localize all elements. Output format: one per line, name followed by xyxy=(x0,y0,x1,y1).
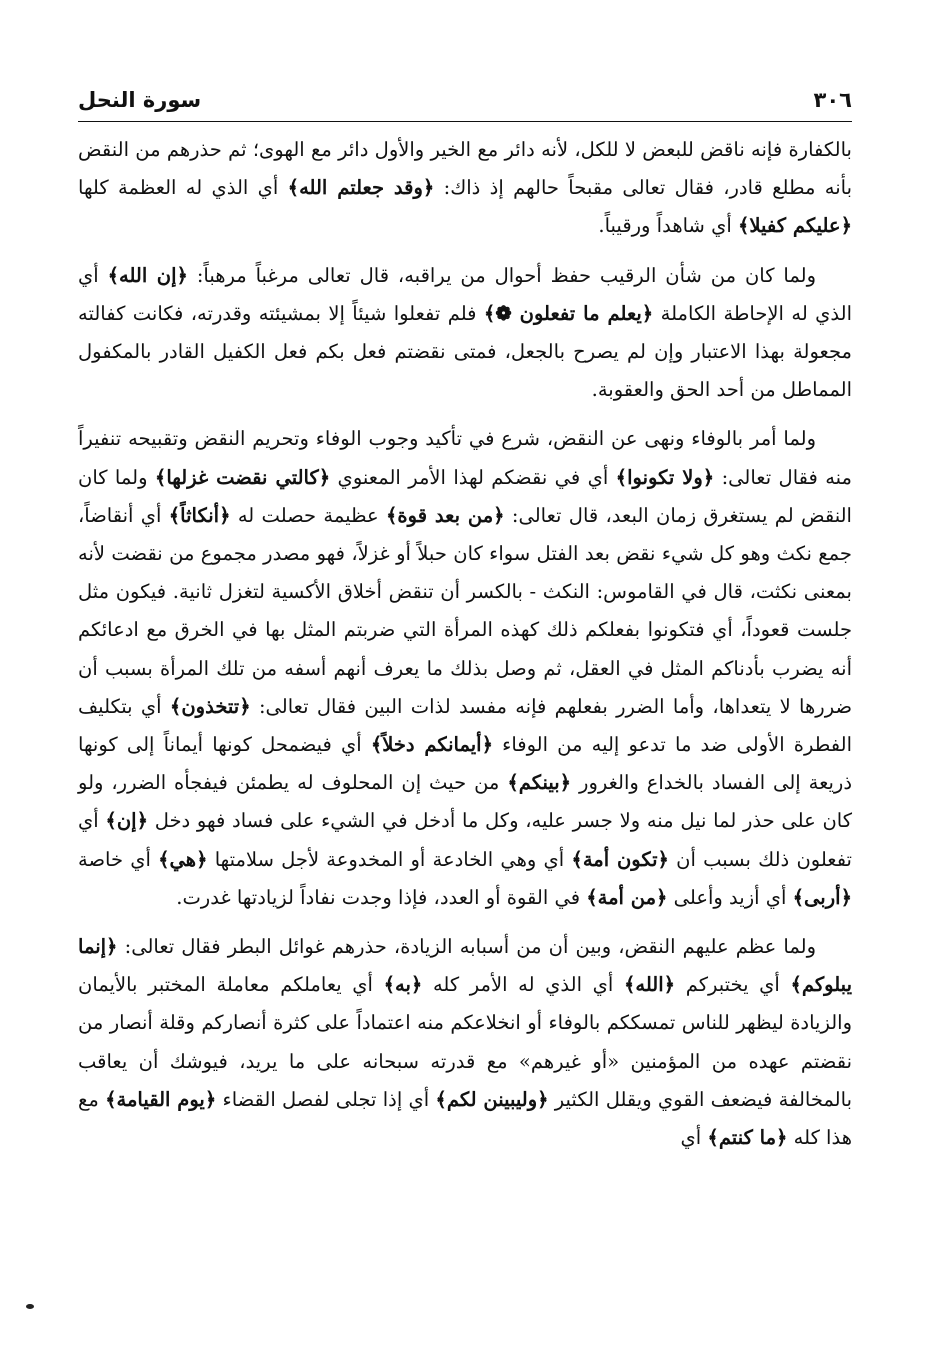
commentary-text: ولما كان النقض لم يستغرق زمان البعد، قال تعالى: xyxy=(78,465,852,527)
quran-quote: ﴿أربى﴾ xyxy=(792,885,852,909)
commentary-text: في القوة أو العدد، فإذا وجدت نفاداً لزيادتها غدرت. xyxy=(176,885,587,909)
quran-quote: ﴿عليكم كفيلا﴾ xyxy=(737,214,852,238)
paragraph xyxy=(78,257,852,410)
quran-quote: ﴿أنكاثاً﴾ xyxy=(168,503,231,527)
commentary-text: أي الذي له الأمر كله xyxy=(422,973,624,997)
page-number: ٣٠٦ xyxy=(813,88,852,112)
paragraph xyxy=(78,928,852,1157)
quran-quote: ﴿أيمانكم دخلاً﴾ xyxy=(370,733,494,757)
running-header xyxy=(78,88,852,112)
commentary-text: أي في نقضكم لهذا الأمر المعنوي xyxy=(330,465,616,489)
margin-dot-mark xyxy=(26,1304,34,1309)
quran-quote: ﴿كالتي نقضت غزلها﴾ xyxy=(154,465,331,489)
commentary-text: فلم تفعلوا شيئاً إلا بمشيئته وقدرته، فكانت كفالته مجعولة بهذا الاعتبار وإن لم يصرح بالجعل، فمتى نقضتم فعل بكم فعل الكفيل القادر بالمكفول المماطل من أحد الحق والعقوبة. xyxy=(78,301,852,402)
quran-quote: ﴿به﴾ xyxy=(383,973,423,997)
commentary-text: أي الذي له الإحاطة الكاملة xyxy=(78,263,853,325)
commentary-text: أي xyxy=(680,1126,708,1150)
body-text xyxy=(78,131,852,1157)
commentary-text: أي شاهداً ورقيباً. xyxy=(598,214,738,238)
commentary-text: أي إذا تجلى لفصل القضاء xyxy=(216,1087,436,1111)
commentary-text: أي يعاملكم معاملة المختبر بالأيمان والزيادة ليظهر للناس تمسككم بالوفاء أو انخلاعكم منه اعتماداً على كثرة أنصاركم وقلة أنصار من نقضتم عهده من المؤمنين «أو غيرهم» مع قدرته سبحانه على ما يريد، فيوشك أن يعاقب بالمخالفة فيضعف القوي ويقلل الكثير xyxy=(78,973,852,1111)
commentary-text: من حيث إن المحلوف له يطمئن فيفجأه الضرر، ولو كان على حذر لما نيل منه ولا جسر عليه، وكل ما أدخل في الشيء على فساد فهو دخل xyxy=(78,771,853,833)
quran-quote: ﴿وليبينن لكم﴾ xyxy=(435,1087,549,1111)
commentary-text: ولما أمر بالوفاء ونهى عن النقض، شرع في تأكيد وجوب الوفاء وتحريم النقض وتقبيحه تنفيراً منه فقال تعالى: xyxy=(78,427,852,489)
quran-quote: ﴿يوم القيامة﴾ xyxy=(105,1087,217,1111)
header-rule xyxy=(78,121,852,122)
commentary-text: ولما عظم عليهم النقض، وبين أن من أسبابه الزيادة، حذرهم غوائل البطر فقال تعالى: xyxy=(117,935,816,959)
quran-quote: ﴿تتخذون﴾ xyxy=(169,694,251,718)
quran-quote: ﴿هي﴾ xyxy=(158,847,208,871)
quran-quote: ﴿ولا تكونوا﴾ xyxy=(615,465,715,489)
paragraph xyxy=(78,420,852,917)
quran-quote: ﴿من بعد قوة﴾ xyxy=(385,503,505,527)
quran-quote: ﴿بينكم﴾ xyxy=(507,771,572,795)
commentary-text: أي يختبركم xyxy=(675,973,791,997)
commentary-text: أي وهي الخادعة أو المخدوعة لأجل سلامتها xyxy=(207,847,572,871)
commentary-text: عظيمة حصلت له xyxy=(230,503,386,527)
quran-quote: ﴿إن﴾ xyxy=(105,809,148,833)
commentary-text: أي الذي له العظمة كلها xyxy=(78,176,288,200)
commentary-text: ولما كان من شأن الرقيب حفظ أحوال من يراقبه، قال تعالى مرغباً مرهباً: xyxy=(187,263,816,287)
quran-quote: ﴿يعلم ما تفعلون ❁﴾ xyxy=(483,301,654,325)
commentary-text: بالكفارة فإنه ناقض للبعض لا للكل، لأنه دائر مع الخير والأول دائر مع الهوى؛ ثم حذرهم من النقض بأنه مطلع قادر، فقال تعالى مقبحاً حالهم إذ ذاك: xyxy=(78,138,852,200)
quran-quote: ﴿إنما يبلوكم﴾ xyxy=(78,935,852,997)
quran-quote: ﴿الله﴾ xyxy=(623,973,676,997)
commentary-text: مع هذا كله xyxy=(78,1087,852,1150)
surah-title: سورة النحل xyxy=(78,88,202,112)
quran-quote: ﴿تكون أمة﴾ xyxy=(571,847,669,871)
commentary-text: أي تفعلون ذلك بسبب أن xyxy=(78,809,852,871)
commentary-text: أي بتكليف الفطرة الأولى ضد ما تدعو إليه من الوفاء xyxy=(78,694,852,757)
commentary-text: أي أزيد وأعلى xyxy=(667,885,793,909)
commentary-text: أي فيضمحل كونها أيماناً إلى كونها ذريعة إلى الفساد بالخداع والغرور xyxy=(78,733,852,795)
commentary-text: أي أنقاضاً، جمع نكث وهو كل شيء نقض بعد الفتل سواء كان حبلاً أو غزلاً، فهو مصدر مجموع من نقضت لأنه بمعنى نكثت، قال في القاموس: النكث - بالكسر أن تنقض أخلاق الأكسية لتغزل ثانية. فيكون مثل جلست قعوداً، أي فتكونوا بفعلكم ذلك كهذه المرأة التي ضربتم المثل بها في الخرق مع ادعائكم أنه يضرب بأدناكم المثل في العقل، ثم وصل بذلك ما يعرف أنهم أسفه من تلك المرأة بسبب أن ضررها لا يتعداها، وأما الضرر بفعلهم فإنه مفسد لذات البين فقال تعالى: xyxy=(78,503,853,718)
quran-quote: ﴿وقد جعلتم الله﴾ xyxy=(287,176,435,200)
quran-quote: ﴿من أمة﴾ xyxy=(586,885,668,909)
commentary-text: أي خاصة xyxy=(78,847,159,871)
paragraph xyxy=(78,131,852,246)
quran-quote: ﴿ما كنتم﴾ xyxy=(707,1126,788,1150)
quran-quote: ﴿إن الله﴾ xyxy=(107,263,188,287)
